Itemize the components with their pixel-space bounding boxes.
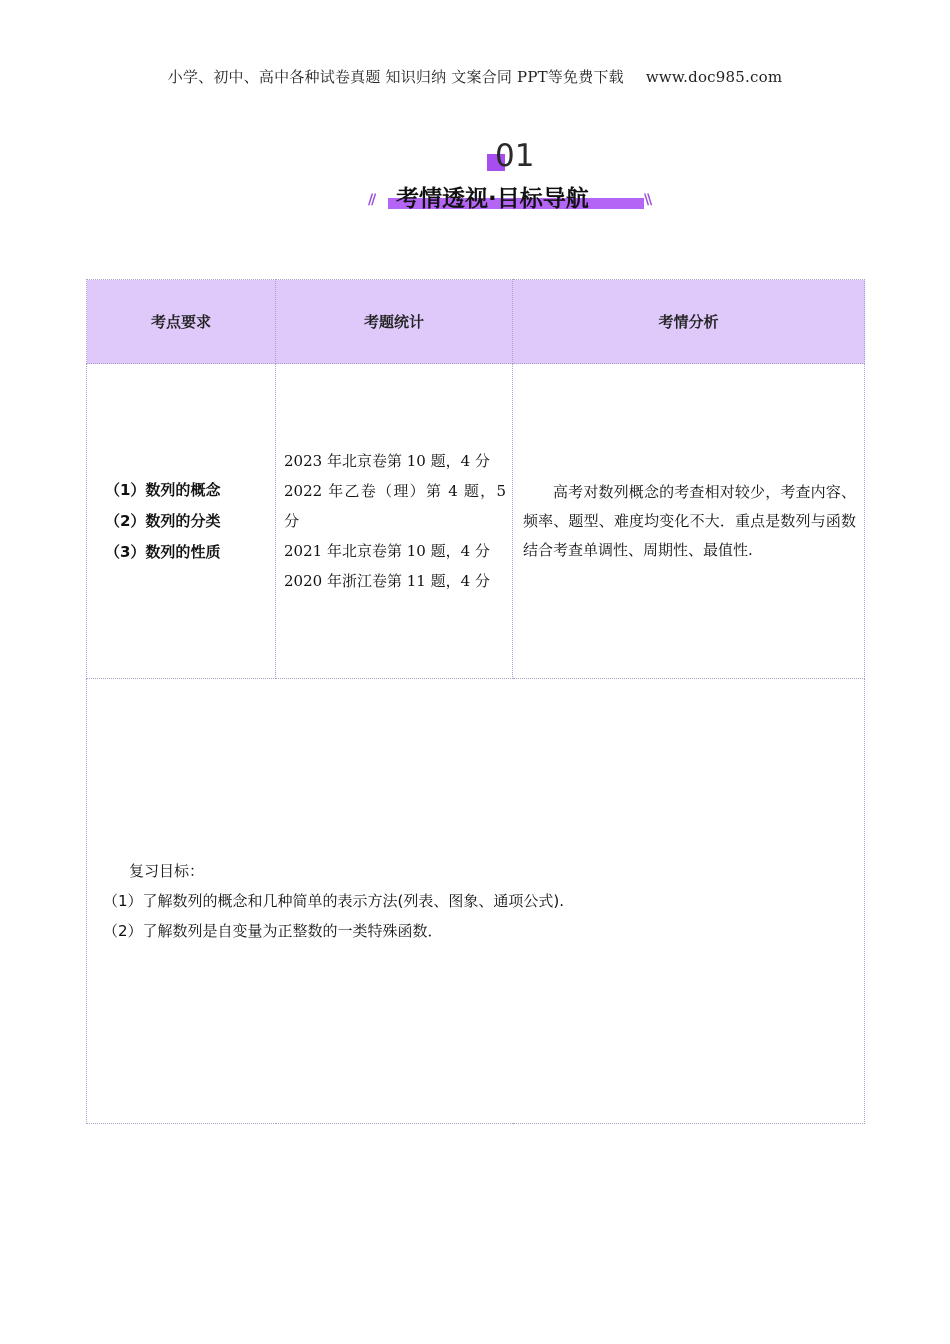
- header-statistics: 考题统计: [276, 280, 513, 364]
- page-header: [0, 66, 950, 87]
- table-row: [87, 364, 865, 679]
- statistic-item: 2023 年北京卷第 10 题，4 分: [284, 452, 490, 470]
- statistic-item: 2022 年乙卷（理）第 4 题，5 分: [284, 482, 506, 530]
- statistic-item: 2020 年浙江卷第 11 题，4 分: [284, 572, 490, 590]
- review-goals: [87, 856, 864, 946]
- requirement-item: （2）数列的分类: [105, 511, 221, 530]
- slash-decoration-right: \\: [644, 192, 651, 208]
- goal-item: （2）了解数列是自变量为正整数的一类特殊函数．: [103, 922, 443, 940]
- requirement-item: （3）数列的性质: [105, 542, 221, 561]
- analysis-cell: [513, 364, 865, 679]
- section-number-badge: [475, 138, 535, 178]
- header-url[interactable]: www.doc985.com: [645, 68, 783, 86]
- section-number: 01: [495, 138, 535, 174]
- header-requirements: 考点要求: [87, 280, 276, 364]
- requirements-list: [87, 475, 275, 568]
- goals-row: [87, 679, 865, 1124]
- statistics-cell: [276, 364, 513, 679]
- requirement-item: （1）数列的概念: [105, 480, 221, 499]
- statistic-item: 2021 年北京卷第 10 题，4 分: [284, 542, 490, 560]
- goals-cell: [87, 679, 865, 1124]
- statistics-list: [276, 446, 512, 596]
- goals-title: 复习目标：: [129, 862, 205, 880]
- header-text: 小学、初中、高中各种试卷真题 知识归纳 文案合同 PPT等免费下载: [167, 68, 624, 86]
- goal-item: （1）了解数列的概念和几种简单的表示方法(列表、图象、通项公式).: [103, 892, 565, 910]
- section-title: 考情透视·目标导航: [396, 186, 589, 212]
- requirements-cell: [87, 364, 276, 679]
- analysis-text: 高考对数列概念的考查相对较少，考查内容、频率、题型、难度均变化不大．重点是数列与函数结合考查单调性、周期性、最值性.: [523, 482, 856, 559]
- table-header-row: [87, 280, 865, 364]
- slash-decoration-left: //: [368, 192, 375, 208]
- exam-analysis-table: [86, 279, 865, 1124]
- header-analysis: 考情分析: [513, 280, 865, 364]
- section-heading: [366, 178, 666, 218]
